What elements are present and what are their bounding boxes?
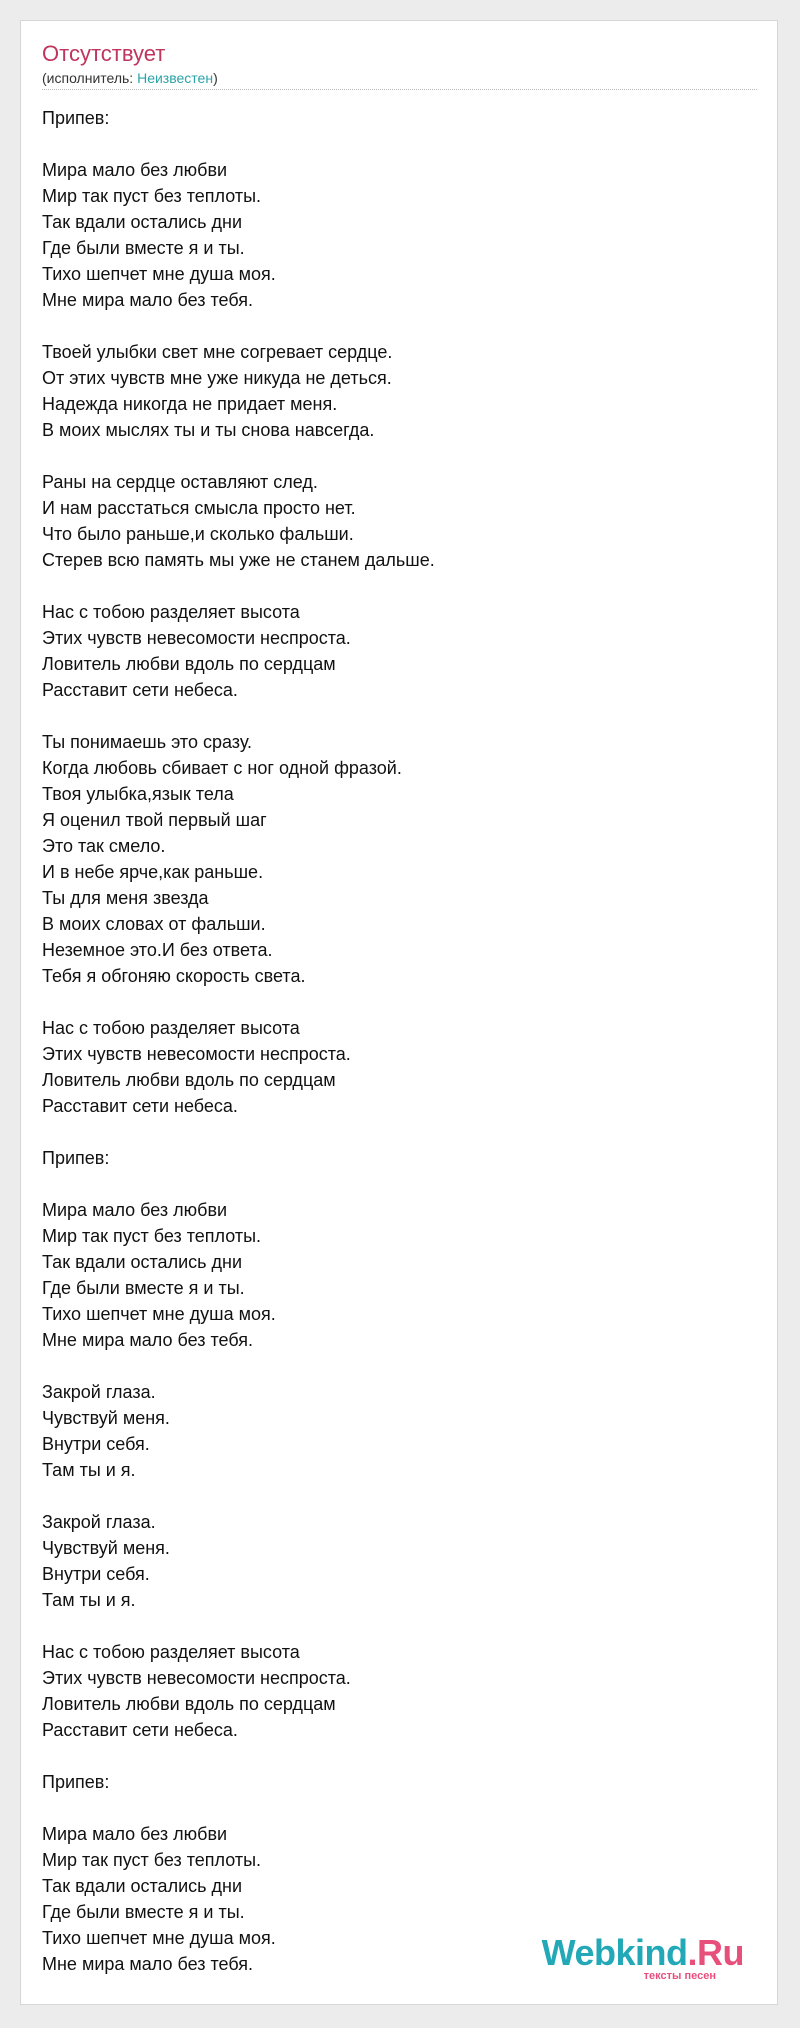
lyrics-stanza <box>42 1015 762 1119</box>
lyrics-line: Твоя улыбка,язык тела <box>42 784 234 804</box>
lyrics-line: Припев: <box>42 1772 110 1792</box>
lyrics-line: Мира мало без любви <box>42 1200 228 1220</box>
webkind-logo[interactable] <box>541 1932 750 1982</box>
lyrics-stanza <box>42 469 762 573</box>
logo-wordmark <box>542 1933 744 1973</box>
lyrics-line: Тихо шепчет мне душа моя. <box>42 264 276 284</box>
lyrics-stanza <box>42 1379 762 1483</box>
lyrics-line: Тихо шепчет мне душа моя. <box>42 1928 276 1948</box>
artist-suffix: ) <box>213 70 218 86</box>
lyrics-line: Расставит сети небеса. <box>42 1720 238 1740</box>
lyrics-stanza <box>42 599 762 703</box>
lyrics-line: Так вдали остались дни <box>42 1252 243 1272</box>
lyrics-stanza <box>42 1639 762 1743</box>
lyrics-line: Мне мира мало без тебя. <box>42 1330 253 1350</box>
lyrics-stanza <box>42 339 762 443</box>
logo-tagline: тексты песен <box>643 1970 716 1982</box>
lyrics-text <box>42 105 762 2003</box>
lyrics-line: Этих чувств невесомости неспроста. <box>42 1044 351 1064</box>
lyrics-line: Мира мало без любви <box>42 160 228 180</box>
lyrics-line: Там ты и я. <box>42 1590 136 1610</box>
lyrics-line: Ловитель любви вдоль по сердцам <box>42 1070 336 1090</box>
lyrics-line: Тебя я обгоняю скорость света. <box>42 966 306 986</box>
lyrics-line: Нас с тобою разделяет высота <box>42 602 300 622</box>
lyrics-line: Когда любовь сбивает с ног одной фразой. <box>42 758 402 778</box>
lyrics-line: Расставит сети небеса. <box>42 680 238 700</box>
lyrics-line: Где были вместе я и ты. <box>42 1278 245 1298</box>
lyrics-stanza <box>42 1197 762 1353</box>
lyrics-line: Стерев всю память мы уже не станем дальше. <box>42 550 435 570</box>
lyrics-line: Надежда никогда не придает меня. <box>42 394 338 414</box>
lyrics-line: Расставит сети небеса. <box>42 1096 238 1116</box>
lyrics-line: Чувствуй меня. <box>42 1538 170 1558</box>
lyrics-line: И нам расстаться смысла просто нет. <box>42 498 356 518</box>
lyrics-line: От этих чувств мне уже никуда не деться. <box>42 368 392 388</box>
lyrics-line: Это так смело. <box>42 836 166 856</box>
lyrics-stanza <box>42 1769 762 1795</box>
lyrics-line: Ловитель любви вдоль по сердцам <box>42 654 336 674</box>
lyrics-line: Мир так пуст без теплоты. <box>42 186 262 206</box>
lyrics-line: Припев: <box>42 108 110 128</box>
lyrics-line: Я оценил твой первый шаг <box>42 810 267 830</box>
artist-prefix: (исполнитель: <box>42 70 138 86</box>
lyrics-line: Внутри себя. <box>42 1564 150 1584</box>
song-title: Отсутствует <box>42 41 166 66</box>
logo-brand: Webkind <box>541 1932 688 1973</box>
lyrics-line: Раны на сердце оставляют след. <box>42 472 318 492</box>
lyrics-line: Так вдали остались дни <box>42 212 243 232</box>
lyrics-line: Там ты и я. <box>42 1460 136 1480</box>
song-header <box>42 41 757 90</box>
lyrics-line: В моих словах от фальши. <box>42 914 266 934</box>
lyrics-line: Ловитель любви вдоль по сердцам <box>42 1694 336 1714</box>
lyrics-line: Закрой глаза. <box>42 1382 156 1402</box>
lyrics-line: Ты понимаешь это сразу. <box>42 732 253 752</box>
lyrics-line: Нас с тобою разделяет высота <box>42 1018 300 1038</box>
lyrics-line: Мне мира мало без тебя. <box>42 1954 253 1974</box>
lyrics-line: Что было раньше,и сколько фальши. <box>42 524 354 544</box>
lyrics-stanza <box>42 1509 762 1613</box>
lyrics-line: Тихо шепчет мне душа моя. <box>42 1304 276 1324</box>
lyrics-line: Где были вместе я и ты. <box>42 238 245 258</box>
lyrics-stanza <box>42 157 762 313</box>
lyrics-line: Этих чувств невесомости неспроста. <box>42 1668 351 1688</box>
logo-tld: .Ru <box>687 1932 744 1973</box>
lyrics-line: Мне мира мало без тебя. <box>42 290 253 310</box>
lyrics-line: Ты для меня звезда <box>42 888 209 908</box>
lyrics-card <box>20 20 778 2005</box>
lyrics-line: Где были вместе я и ты. <box>42 1902 245 1922</box>
lyrics-line: Закрой глаза. <box>42 1512 156 1532</box>
lyrics-line: Мира мало без любви <box>42 1824 228 1844</box>
lyrics-stanza <box>42 1145 762 1171</box>
lyrics-line: Припев: <box>42 1148 110 1168</box>
lyrics-line: Так вдали остались дни <box>42 1876 243 1896</box>
lyrics-line: Внутри себя. <box>42 1434 150 1454</box>
lyrics-line: Чувствуй меня. <box>42 1408 170 1428</box>
artist-link[interactable]: Неизвестен <box>137 70 214 86</box>
lyrics-line: В моих мыслях ты и ты снова навсегда. <box>42 420 375 440</box>
lyrics-stanza <box>42 729 762 989</box>
lyrics-line: И в небе ярче,как раньше. <box>42 862 264 882</box>
lyrics-line: Мир так пуст без теплоты. <box>42 1226 262 1246</box>
lyrics-line: Твоей улыбки свет мне согревает сердце. <box>42 342 393 362</box>
lyrics-line: Этих чувств невесомости неспроста. <box>42 628 351 648</box>
lyrics-line: Нас с тобою разделяет высота <box>42 1642 300 1662</box>
artist-line <box>42 69 757 90</box>
lyrics-line: Мир так пуст без теплоты. <box>42 1850 262 1870</box>
lyrics-line: Неземное это.И без ответа. <box>42 940 273 960</box>
lyrics-stanza <box>42 105 762 131</box>
